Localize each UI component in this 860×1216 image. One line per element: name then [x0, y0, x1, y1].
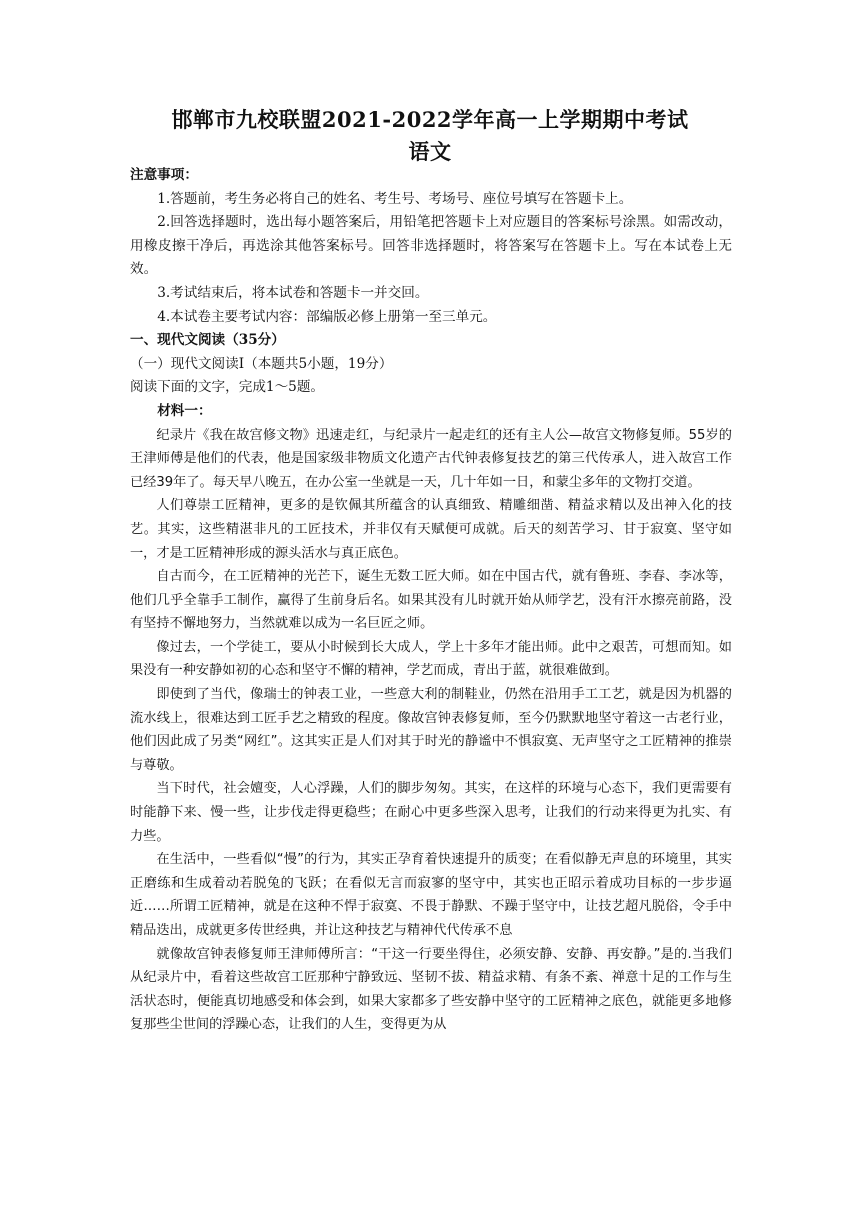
article-paragraph: 像过去，一个学徒工，要从小时候到长大成人，学上十多年才能出师。此中之艰苦，可想而知。如果没有一种安静如初的心态和坚守不懈的精神，学艺而成，青出于蓝，就很难做到。 — [130, 639, 732, 679]
subsection-heading: （一）现代文阅读Ⅰ（本题共5小题，19分） — [130, 355, 393, 372]
article-paragraph: 当下时代，社会嬗变，人心浮躁，人们的脚步匆匆。其实，在这样的环境与心态下，我们更需要有时能静下来、慢一些，让步伐走得更稳些；在耐心中更多些深入思考，让我们的行动来得更为扎实、有力些。 — [130, 781, 732, 844]
material-label: 材料一： — [157, 402, 212, 419]
article-paragraph: 纪录片《我在故宫修文物》迅速走红，与纪录片一起走红的还有主人公—故宫文物修复师。55岁的王津师傅是他们的代表，他是国家级非物质文化遗产古代钟表修复技艺的第三代传承人，进入故宫工作已经39年了。每天早八晚五，在办公室一坐就是一天，几十年如一日，和蒙尘多年的文物打交道。 — [130, 427, 732, 490]
article-paragraph: 即使到了当代，像瑞士的钟表工业，一些意大利的制鞋业，仍然在沿用手工工艺，就是因为机器的流水线上，很难达到工匠手艺之精致的程度。像故宫钟表修复师，至今仍默默地坚守着这一古老行业，他们因此成了另类“网红”。这其实正是人们对其于时光的静谧中不惧寂寞、无声坚守之工匠精神的推崇与尊敬。 — [130, 687, 732, 773]
notice-item: 1.答题前，考生务必将自己的姓名、考生号、考场号、座位号填写在答题卡上。 — [157, 190, 633, 207]
article-paragraph: 就像故宫钟表修复师王津师傅所言：“干这一行要坐得住，必须安静、安静、再安静。”是的.当我们从纪录片中，看着这些故宫工匠那种宁静致远、坚韧不拔、精益求精、有条不紊、禅意十足的工作与生活状态时，便能真切地感受和体会到，如果大家都多了些安静中坚守的工匠精神之底色，就能更多地修复那些尘世间的浮躁心态，让我们的人生，变得更为从 — [130, 946, 732, 1033]
article-paragraph: 自古而今，在工匠精神的光芒下，诞生无数工匠大师。如在中国古代，就有鲁班、李春、李冰等，他们几乎全靠手工制作，赢得了生前身后名。如果其没有儿时就开始从师学艺，没有汗水擦亮前路，没有坚持不懈地努力，当然就难以成为一名巨匠之师。 — [130, 569, 732, 632]
notice-item: 2.回答选择题时，选出每小题答案后，用铅笔把答题卡上对应题目的答案标号涂黑。如需改动，用橡皮擦干净后，再选涂其他答案标号。回答非选择题时，将答案写在答题卡上。写在本试卷上无效。 — [130, 214, 732, 278]
subject-title: 语文 — [408, 139, 452, 164]
reading-instruction: 阅读下面的文字，完成1～5题。 — [130, 379, 325, 396]
exam-content — [130, 164, 732, 1037]
article-paragraph: 在生活中，一些看似“慢”的行为，其实正孕育着快速提升的质变；在看似静无声息的环境里，其实正磨练和生成着动若脱兔的飞跃；在看似无言而寂寥的坚守中，其实也正昭示着成功目标的一步步逼近……所谓工匠精神，就是在这种不悍于寂寞、不畏于静默、不躁于坚守中，让技艺超凡脱俗，令手中精品迭出，成就更多传世经典，并让这种技艺与精神代代传承不息 — [130, 852, 732, 938]
notice-heading: 注意事项： — [130, 167, 198, 183]
section-heading: 一、现代文阅读（35分） — [130, 332, 285, 349]
exam-title: 邯郸市九校联盟2021-2022学年高一上学期期中考试 — [171, 107, 689, 132]
notice-item: 3.考试结束后，将本试卷和答题卡一并交回。 — [157, 284, 429, 301]
notice-item: 4.本试卷主要考试内容：部编版必修上册第一至三单元。 — [157, 308, 497, 325]
article-paragraph: 人们尊崇工匠精神，更多的是钦佩其所蕴含的认真细致、精雕细凿、精益求精以及出神入化的技艺。其实，这些精湛非凡的工匠技术，并非仅有天赋便可成就。后天的刻苦学习、甘于寂寞、坚守如一，才是工匠精神形成的源头活水与真正底色。 — [130, 498, 732, 561]
